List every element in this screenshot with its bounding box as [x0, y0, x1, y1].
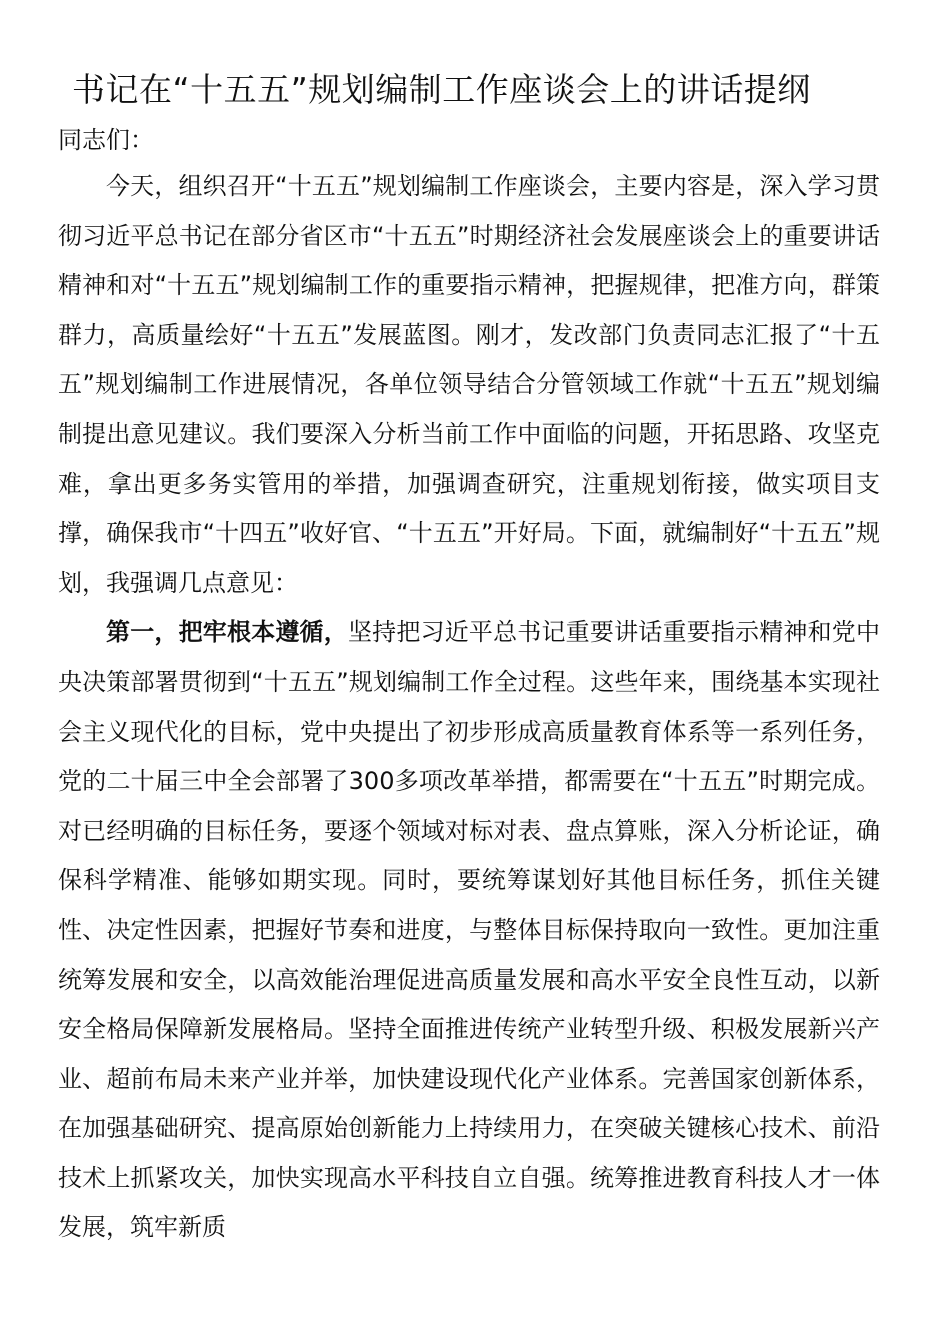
document-title: 书记在“十五五”规划编制工作座谈会上的讲话提纲	[72, 70, 811, 109]
paragraph-first-point	[58, 608, 880, 1253]
paragraph-intro: 今天，组织召开“十五五”规划编制工作座谈会，主要内容是，深入学习贯彻习近平总书记在部分省区市“十五五”时期经济社会发展座谈会上的重要讲话精神和对“十五五”规划编制工作的重要指示精神，把握规律，把准方向，群策群力，高质量绘好“十五五”发展蓝图。刚才，发改部门负责同志汇报了“十五五”规划编制工作进展情况，各单位领导结合分管领域工作就“十五五”规划编制提出意见建议。我们要深入分析当前工作中面临的问题，开拓思路、攻坚克难，拿出更多务实管用的举措，加强调查研究，注重规划衔接，做实项目支撑，确保我市“十四五”收好官、“十五五”开好局。下面，就编制好“十五五”规划，我强调几点意见：	[58, 172, 880, 597]
paragraph-first-point-lead: 第一，把牢根本遵循，	[106, 618, 348, 647]
paragraph-first-point-body: 坚持把习近平总书记重要讲话重要指示精神和党中央决策部署贯彻到“十五五”规划编制工作全过程。这些年来，围绕基本实现社会主义现代化的目标，党中央提出了初步形成高质量教育体系等一系列任务，党的二十届三中全会部署了300多项改革举措，都需要在“十五五”时期完成。对已经明确的目标任务，要逐个领域对标对表、盘点算账，深入分析论证，确保科学精准、能够如期实现。同时，要统筹谋划好其他目标任务，抓住关键性、决定性因素，把握好节奏和进度，与整体目标保持取向一致性。更加注重统筹发展和安全，以高效能治理促进高质量发展和高水平安全良性互动，以新安全格局保障新发展格局。坚持全面推进传统产业转型升级、积极发展新兴产业、超前布局未来产业并举，加快建设现代化产业体系。完善国家创新体系，在加强基础研究、提高原始创新能力上持续用力，在突破关键核心技术、前沿技术上抓紧攻关，加快实现高水平科技自立自强。统筹推进教育科技人才一体发展，筑牢新质	[58, 618, 881, 1242]
greeting: 同志们：	[58, 126, 154, 154]
